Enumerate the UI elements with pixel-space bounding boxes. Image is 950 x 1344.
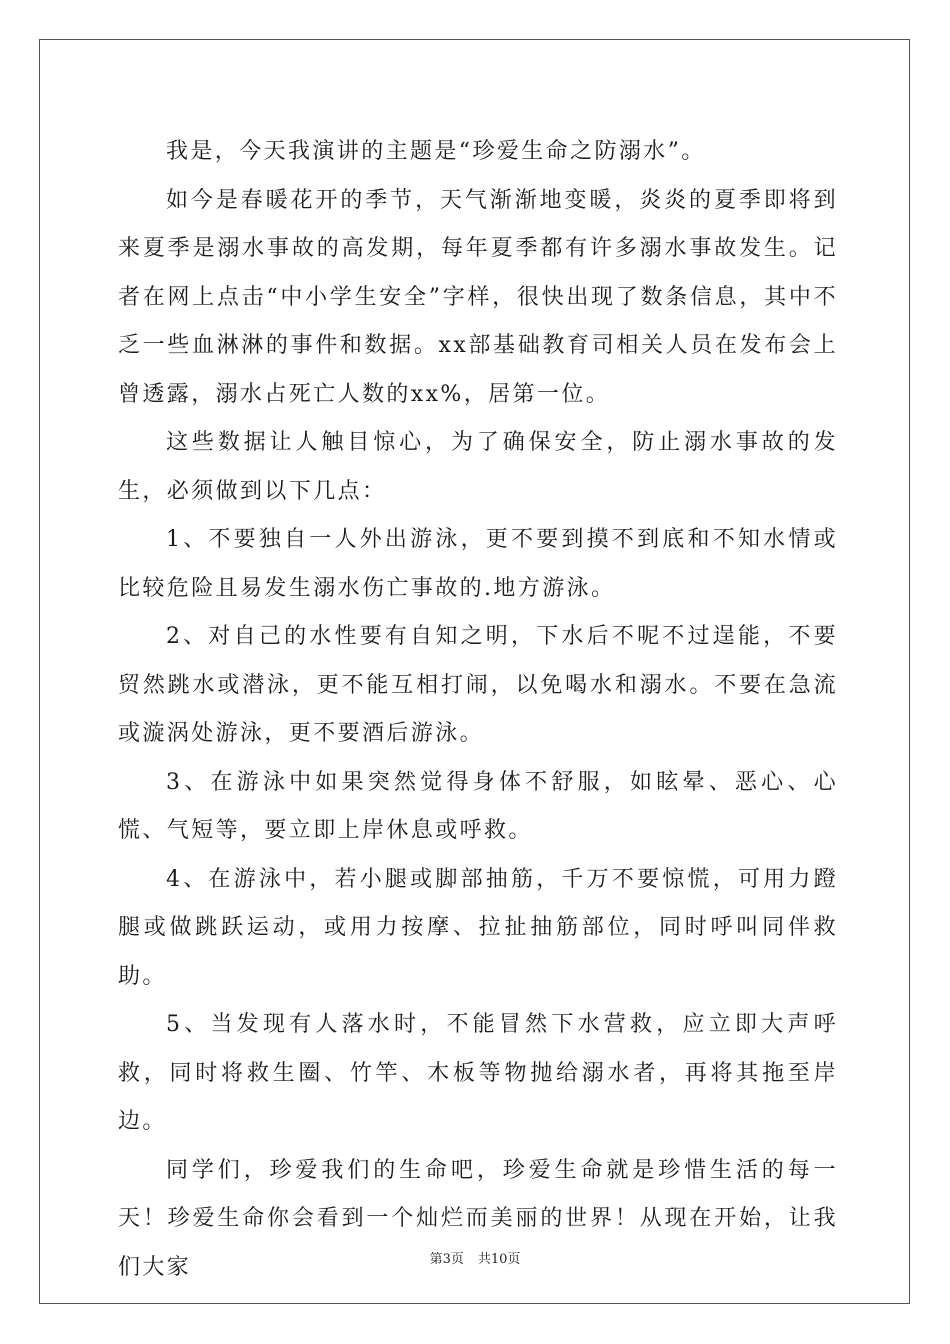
- page-footer: [0, 1248, 950, 1267]
- paragraph-intro: 我是，今天我演讲的主题是“珍爱生命之防溺水”。: [166, 139, 706, 164]
- list-item-rule-2: 2、对自己的水性要有自知之明，下水后不呢不过逞能，不要贸然跳水或潜泳，更不能互相打闹，以免喝水和溺水。不要在急流或漩涡处游泳，更不要酒后游泳。: [118, 624, 838, 746]
- list-item-rule-3: 3、在游泳中如果突然觉得身体不舒服，如眩晕、恶心、心慌、气短等，要立即上岸休息或呼救。: [118, 769, 838, 843]
- paragraph-background: 如今是春暖花开的季节，天气渐渐地变暖，炎炎的夏季即将到来夏季是溺水事故的高发期，每年夏季都有许多溺水事故发生。记者在网上点击“中小学生安全”字样，很快出现了数条信息，其中不乏一些血淋淋的事件和数据。xx部基础教育司相关人员在发布会上曾透露，溺水占死亡人数的xx%，居第一位。: [118, 187, 838, 407]
- list-item-rule-1: 1、不要独自一人外出游泳，更不要到摸不到底和不知水情或比较危险且易发生溺水伤亡事故的.地方游泳。: [118, 527, 838, 601]
- paragraph-closing: 同学们，珍爱我们的生命吧，珍爱生命就是珍惜生活的每一天！珍爱生命你会看到一个灿烂而美丽的世界！从现在开始，让我们大家: [118, 1157, 838, 1280]
- list-item-rule-4: 4、在游泳中，若小腿或脚部抽筋，千万不要惊慌，可用力蹬腿或做跳跃运动，或用力按摩、拉扯抽筋部位，同时呼叫同伴救助。: [118, 866, 838, 989]
- list-item-rule-5: 5、当发现有人落水时，不能冒然下水营救，应立即大声呼救，同时将救生圈、竹竿、木板等物抛给溺水者，再将其拖至岸边。: [118, 1012, 838, 1134]
- page-total: 共10页: [477, 1252, 521, 1267]
- paragraph-requirements: 这些数据让人触目惊心，为了确保安全，防止溺水事故的发生，必须做到以下几点：: [118, 430, 838, 504]
- page-number: 第3页: [429, 1252, 464, 1267]
- document-body: [118, 128, 838, 1292]
